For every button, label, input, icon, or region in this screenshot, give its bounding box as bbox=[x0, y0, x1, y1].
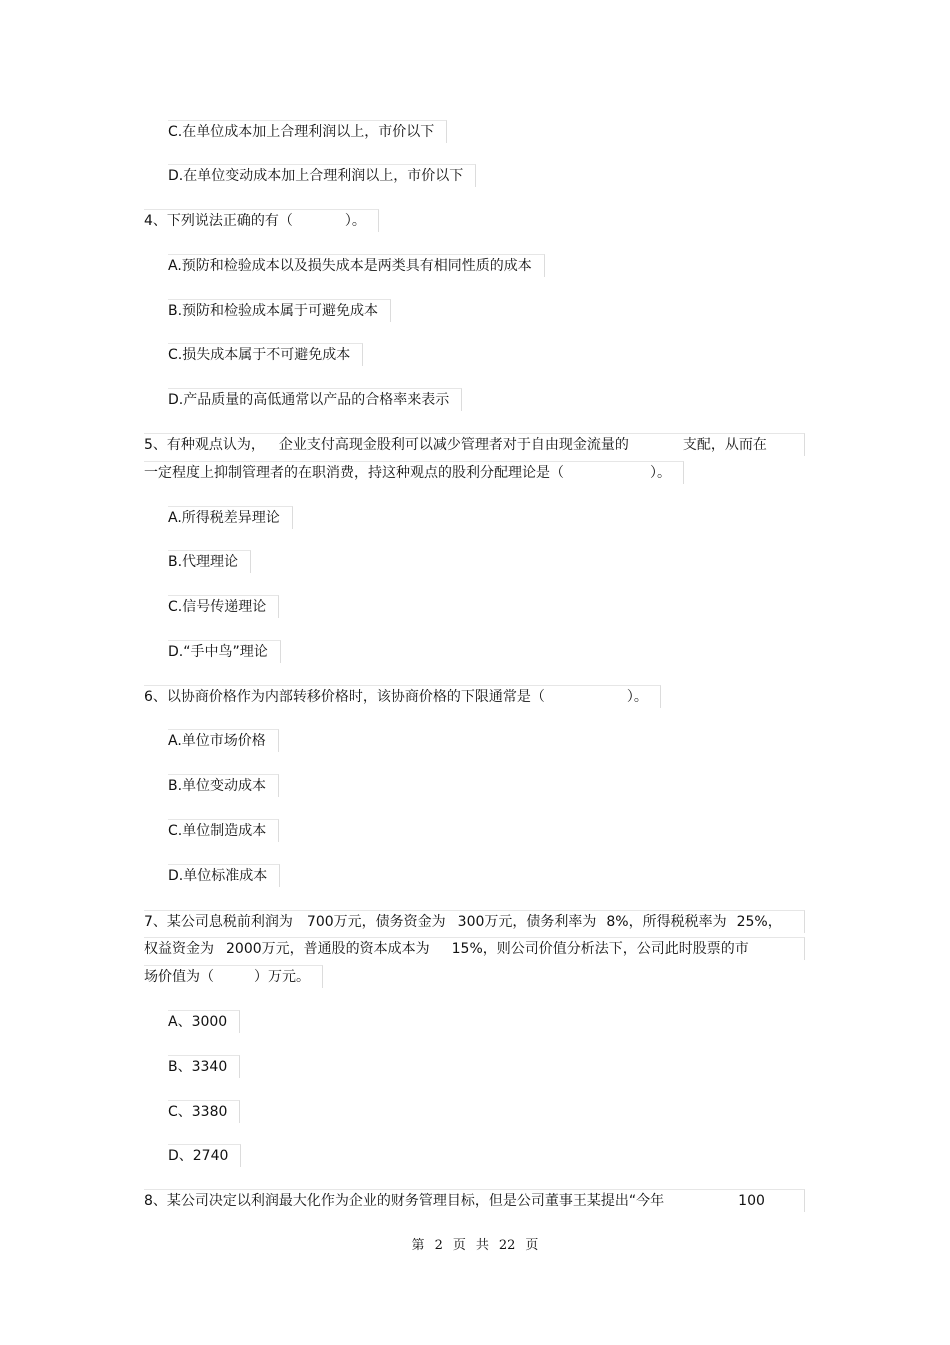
q7-stem-part-3: 300万元，债务利率为 bbox=[457, 914, 597, 930]
q8-stem-part-1: 8、某公司决定以利润最大化作为企业的财务管理目标，但是公司董事王某提出“今年 bbox=[144, 1193, 665, 1209]
q4-stem-text: 4、下列说法正确的有（ bbox=[144, 213, 293, 229]
q5-stem-end: ）。 bbox=[650, 465, 671, 481]
q7-stem-line-3 bbox=[144, 965, 323, 988]
footer-ye: 页 bbox=[452, 1238, 466, 1253]
q7-option-a: A、3000 bbox=[168, 1010, 240, 1033]
q4-option-c: C.损失成本属于不可避免成本 bbox=[168, 343, 363, 366]
q4-option-b: B.预防和检验成本属于可避免成本 bbox=[168, 299, 391, 322]
q5-option-b: B.代理理论 bbox=[168, 550, 251, 573]
q7-stem-part-5: 25%， bbox=[736, 914, 782, 930]
q3-option-c: C.在单位成本加上合理利润以上，市价以下 bbox=[168, 120, 447, 143]
q5-option-a: A.所得税差异理论 bbox=[168, 506, 293, 529]
footer-gong: 共 bbox=[475, 1238, 489, 1253]
q7-stem-part-9: 场价值为（ bbox=[144, 969, 214, 985]
q5-stem-part-3: 支配，从而在 bbox=[682, 437, 767, 453]
q6-option-b: B.单位变动成本 bbox=[168, 774, 279, 797]
q5-stem-part-2: 企业支付高现金股利可以减少管理者对于自由现金流量的 bbox=[278, 437, 629, 453]
q6-option-d: D.单位标准成本 bbox=[168, 864, 280, 887]
q8-stem-line-1 bbox=[144, 1189, 805, 1212]
q3-option-d: D.在单位变动成本加上合理利润以上，市价以下 bbox=[168, 164, 476, 187]
q7-stem-line-1 bbox=[144, 910, 805, 933]
q7-stem-part-4: 8%，所得税税率为 bbox=[606, 914, 727, 930]
q7-option-c: C、3380 bbox=[168, 1100, 240, 1123]
q7-stem-part-7: 2000万元，普通股的资本成本为 bbox=[226, 941, 430, 957]
footer-total-pages: 22 bbox=[498, 1238, 516, 1253]
q4-stem bbox=[144, 209, 379, 232]
q8-stem-part-2: 100 bbox=[738, 1193, 765, 1209]
footer-page-number: 2 bbox=[434, 1238, 443, 1253]
footer-di: 第 bbox=[411, 1238, 425, 1253]
q7-stem-part-1: 7、某公司息税前利润为 bbox=[144, 914, 293, 930]
q5-stem-line-1 bbox=[144, 433, 805, 456]
q5-stem-part-1: 5、有种观点认为， bbox=[144, 437, 265, 453]
q5-option-c: C.信号传递理论 bbox=[168, 595, 279, 618]
q7-stem-part-8: 15%，则公司价值分析法下，公司此时股票的市 bbox=[451, 941, 749, 957]
page-footer bbox=[0, 1234, 950, 1253]
q6-option-c: C.单位制造成本 bbox=[168, 819, 279, 842]
q7-stem-part-6: 权益资金为 bbox=[144, 941, 214, 957]
q7-stem-line-2 bbox=[144, 937, 805, 960]
q4-option-a: A.预防和检验成本以及损失成本是两类具有相同性质的成本 bbox=[168, 254, 545, 277]
q6-stem-text: 6、以协商价格作为内部转移价格时，该协商价格的下限通常是（ bbox=[144, 689, 545, 705]
q6-stem bbox=[144, 685, 661, 708]
q6-stem-end: ）。 bbox=[626, 689, 648, 705]
q7-option-d: D、2740 bbox=[168, 1144, 241, 1167]
q7-stem-part-2: 700万元，债务资金为 bbox=[306, 914, 446, 930]
q5-stem-part-4: 一定程度上抑制管理者的在职消费，持这种观点的股利分配理论是（ bbox=[144, 465, 564, 481]
q5-stem-line-2 bbox=[144, 461, 684, 484]
footer-ye-end: 页 bbox=[525, 1238, 539, 1253]
q7-option-b: B、3340 bbox=[168, 1055, 240, 1078]
q6-option-a: A.单位市场价格 bbox=[168, 729, 279, 752]
q5-option-d: D.“手中鸟”理论 bbox=[168, 640, 281, 663]
q4-stem-end: ）。 bbox=[344, 213, 366, 229]
q4-option-d: D.产品质量的高低通常以产品的合格率来表示 bbox=[168, 388, 462, 411]
q7-stem-end: ）万元。 bbox=[254, 969, 310, 985]
